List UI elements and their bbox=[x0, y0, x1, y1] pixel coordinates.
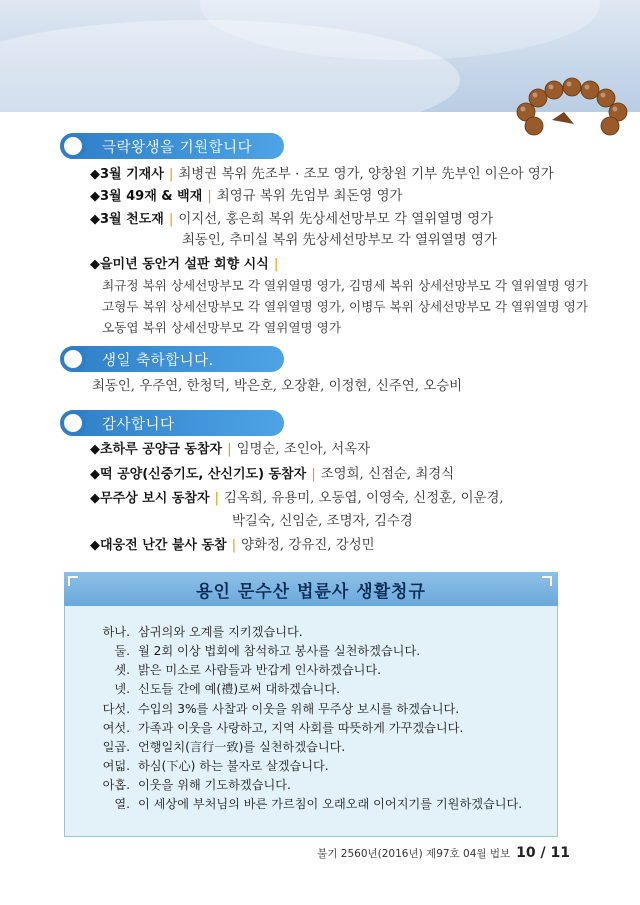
memorial-item-cont: 최규정 복위 상세선망부모 각 열위열명 영가, 김명세 복위 상세선망부모 각 열위열명 영가 bbox=[102, 278, 588, 293]
circle-bullet-icon bbox=[60, 410, 86, 436]
birthday-names: 최동인, 우주연, 한청덕, 박은호, 오장환, 이정현, 신주연, 오승비 bbox=[92, 379, 463, 394]
memorial-item-cont: 오동엽 복위 상세선망부모 각 열위열명 영가 bbox=[102, 320, 341, 335]
rule-item: 아홉. 이웃을 위해 기도하겠습니다. bbox=[102, 778, 291, 792]
section-title: 생일 축하합니다. bbox=[102, 352, 214, 369]
corner-ornament-icon bbox=[542, 576, 552, 586]
rule-item: 둘. 월 2회 이상 법회에 참석하고 봉사를 실천하겠습니다. bbox=[114, 644, 421, 658]
memorial-item: ◆을미년 동안거 설판 회향 시식 | bbox=[90, 257, 279, 272]
memorial-item: ◆3월 기재사 | 최병권 복위 先조부 · 조모 영가, 양창원 기부 先부인 이은아 영가 bbox=[90, 167, 554, 182]
corner-ornament-icon bbox=[68, 576, 78, 586]
memorial-item: ◆3월 천도재 | 이지선, 홍은희 복위 先상세선망부모 각 열위열명 영가 bbox=[90, 212, 494, 227]
thanks-item-cont: 박길숙, 신임순, 조명자, 김수경 bbox=[232, 514, 413, 529]
rule-item: 다섯. 수입의 3%를 사찰과 이웃을 위해 무주상 보시를 하겠습니다. bbox=[102, 702, 460, 716]
thanks-item: ◆초하루 공양금 동참자 | 임명순, 조인아, 서옥자 bbox=[90, 442, 371, 457]
rule-item: 일곱. 언행일치(言行一致)를 실천하겠습니다. bbox=[102, 740, 346, 754]
thanks-item: ◆무주상 보시 동참자 | 김옥희, 유용미, 오동엽, 이영숙, 신정훈, 이운경, bbox=[90, 491, 504, 506]
section-title: 극락왕생을 기원합니다 bbox=[102, 139, 253, 156]
rule-item: 여섯. 가족과 이웃을 사랑하고, 지역 사회를 따뜻하게 가꾸겠습니다. bbox=[102, 721, 464, 735]
prayer-beads-icon bbox=[512, 72, 632, 140]
section-header-thanks bbox=[62, 410, 284, 436]
thanks-item: ◆대웅전 난간 불사 동참 | 양화정, 강유진, 강성민 bbox=[90, 538, 375, 553]
memorial-item-cont: 고형두 복위 상세선망부모 각 열위열명 영가, 이병두 복위 상세선망부모 각 열위열명 영가 bbox=[102, 299, 588, 314]
section-header-birthday bbox=[62, 346, 284, 372]
thanks-item: ◆떡 공양(신중기도, 산신기도) 동참자 | 조영희, 신점순, 최경식 bbox=[90, 467, 455, 482]
section-title: 감사합니다 bbox=[102, 416, 175, 433]
rule-item: 하나. 삼귀의와 오계를 지키겠습니다. bbox=[102, 625, 303, 639]
memorial-item-cont: 최동인, 추미실 복위 先상세선망부모 각 열위열명 영가 bbox=[182, 233, 497, 248]
rule-item: 넷. 신도들 간에 예(禮)로써 대하겠습니다. bbox=[114, 682, 341, 696]
rule-item: 여덟. 하심(下心) 하는 불자로 살겠습니다. bbox=[102, 759, 329, 773]
page-number: 10 / 11 bbox=[516, 845, 570, 861]
rule-item: 셋. 밝은 미소로 사람들과 반갑게 인사하겠습니다. bbox=[114, 663, 382, 677]
issue-info: 불기 2560년(2016년) 제97호 04월 법보 bbox=[317, 848, 511, 860]
circle-bullet-icon bbox=[60, 346, 86, 372]
rule-item: 열. 이 세상에 부처님의 바른 가르침이 오래오래 이어지기를 기원하겠습니다. bbox=[114, 797, 523, 811]
page-footer bbox=[317, 845, 570, 861]
rules-title-bar bbox=[64, 572, 558, 606]
section-header-memorial bbox=[62, 133, 284, 159]
rules-title: 용인 문수산 법륜사 생활청규 bbox=[196, 581, 426, 602]
memorial-item: ◆3월 49재 & 백재 | 최영규 복위 先엄부 최돈영 영가 bbox=[90, 189, 403, 204]
circle-bullet-icon bbox=[60, 133, 86, 159]
